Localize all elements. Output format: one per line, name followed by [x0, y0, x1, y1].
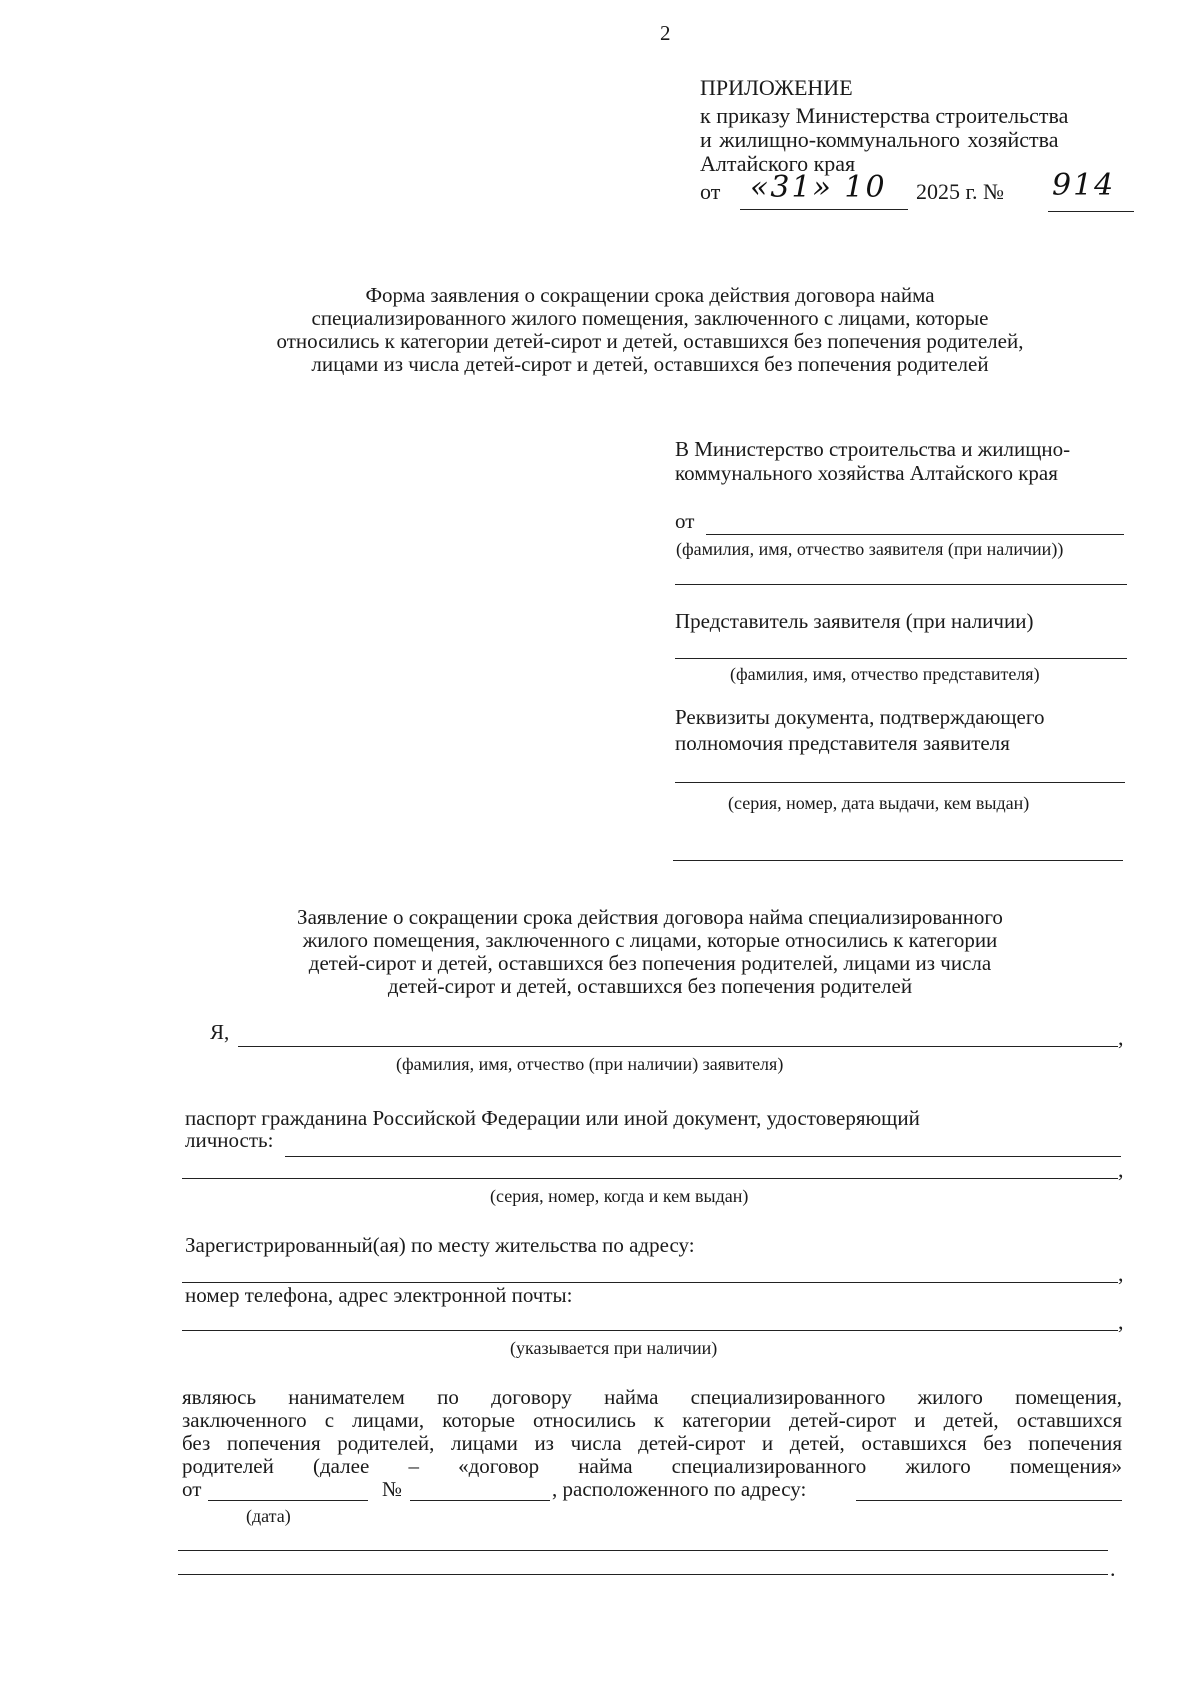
form-title-line-1: Форма заявления о сокращении срока действия договора найма [365, 283, 935, 307]
form-title-line-3: относились к категории детей-сирот и детей, оставшихся без попечения родителей, [276, 329, 1024, 353]
contract-number-field[interactable] [410, 1500, 550, 1501]
property-address-field-3[interactable] [178, 1574, 1108, 1575]
passport-field-1[interactable] [285, 1156, 1121, 1157]
property-address-field-2[interactable] [178, 1550, 1108, 1551]
authority-doc-hint: (серия, номер, дата выдачи, кем выдан) [728, 793, 1030, 813]
paragraph-line-1: являюсь нанимателем по договору найма специализированного жилого помещения, [182, 1385, 1122, 1409]
applicant-full-name-hint: (фамилия, имя, отчество (при наличии) заявителя) [396, 1054, 784, 1074]
appendix-date-handwritten: «31» 10 [750, 170, 887, 205]
statement-title-line-1: Заявление о сокращении срока действия договора найма специализированного [297, 905, 1003, 929]
paragraph-line-2: заключенного с лицами, которые относились к категории детей-сирот и детей, оставшихся [182, 1408, 1122, 1432]
applicant-name-field[interactable] [706, 534, 1124, 535]
appendix-line-2: и жилищно-коммунального хозяйства [700, 127, 1059, 152]
appendix-line-3: Алтайского края [700, 151, 856, 176]
paragraph-line-3: без попечения родителей, лицами из числа детей-сирот и детей, оставшихся без попечения [182, 1431, 1122, 1455]
appendix-number-handwritten: 914 [1052, 168, 1116, 203]
authority-doc-field-2[interactable] [673, 860, 1123, 861]
authority-doc-line-1: Реквизиты документа, подтверждающего [675, 705, 1045, 729]
addressee-from-label: от [675, 509, 695, 533]
i-label: Я, [210, 1020, 230, 1044]
property-address-field-1[interactable] [856, 1500, 1122, 1501]
located-label: , расположенного по адресу: [552, 1477, 807, 1501]
comma-4: , [1118, 1309, 1124, 1334]
authority-doc-field[interactable] [675, 782, 1125, 783]
applicant-name-field-2[interactable] [675, 584, 1127, 585]
comma-1: , [1118, 1025, 1124, 1050]
authority-doc-line-2: полномочия представителя заявителя [675, 731, 1010, 755]
phone-hint: (указывается при наличии) [510, 1338, 718, 1358]
appendix-title: ПРИЛОЖЕНИЕ [700, 75, 853, 100]
page-number: 2 [660, 21, 671, 45]
paragraph-line-4: родителей (далее – «договор найма специализированного жилого помещения» [182, 1454, 1122, 1478]
statement-title-line-3: детей-сирот и детей, оставшихся без попечения родителей, лицами из числа [308, 951, 992, 975]
form-title-line-2: специализированного жилого помещения, заключенного с лицами, которые [311, 306, 989, 330]
final-period: . [1110, 1556, 1116, 1581]
representative-label: Представитель заявителя (при наличии) [675, 609, 1034, 633]
contract-from-label: от [182, 1477, 202, 1501]
phone-label: номер телефона, адрес электронной почты: [185, 1283, 573, 1307]
statement-title-line-4: детей-сирот и детей, оставшихся без попечения родителей [387, 974, 913, 998]
passport-line-1: паспорт гражданина Российской Федерации или иной документ, удостоверяющий [185, 1106, 920, 1130]
passport-field-2[interactable] [182, 1178, 1118, 1179]
comma-3: , [1118, 1261, 1124, 1286]
appendix-line-1: к приказу Министерства строительства [700, 103, 1069, 128]
appendix-date-underline [740, 209, 908, 210]
contract-number-label: № [382, 1477, 403, 1501]
appendix-year-label: 2025 г. № [916, 179, 1005, 204]
appendix-from-label: от [700, 179, 721, 204]
statement-title-line-2: жилого помещения, заключенного с лицами, которые относились к категории [302, 928, 998, 952]
comma-2: , [1118, 1157, 1124, 1182]
passport-hint: (серия, номер, когда и кем выдан) [490, 1186, 749, 1206]
addressee-line-1: В Министерство строительства и жилищно- [675, 437, 1071, 461]
addressee-line-2: коммунального хозяйства Алтайского края [675, 461, 1058, 485]
phone-email-field[interactable] [182, 1330, 1118, 1331]
form-title-line-4: лицами из числа детей-сирот и детей, оставшихся без попечения родителей [311, 352, 989, 376]
representative-name-hint: (фамилия, имя, отчество представителя) [730, 664, 1040, 684]
appendix-number-underline [1048, 211, 1134, 212]
applicant-name-hint: (фамилия, имя, отчество заявителя (при наличии)) [676, 539, 1064, 559]
applicant-full-name-field[interactable] [238, 1046, 1118, 1047]
representative-name-field[interactable] [675, 658, 1127, 659]
contract-date-field[interactable] [208, 1500, 368, 1501]
contract-date-hint: (дата) [246, 1506, 291, 1526]
registered-label: Зарегистрированный(ая) по месту жительства по адресу: [185, 1233, 695, 1257]
passport-line-2: личность: [185, 1128, 274, 1152]
